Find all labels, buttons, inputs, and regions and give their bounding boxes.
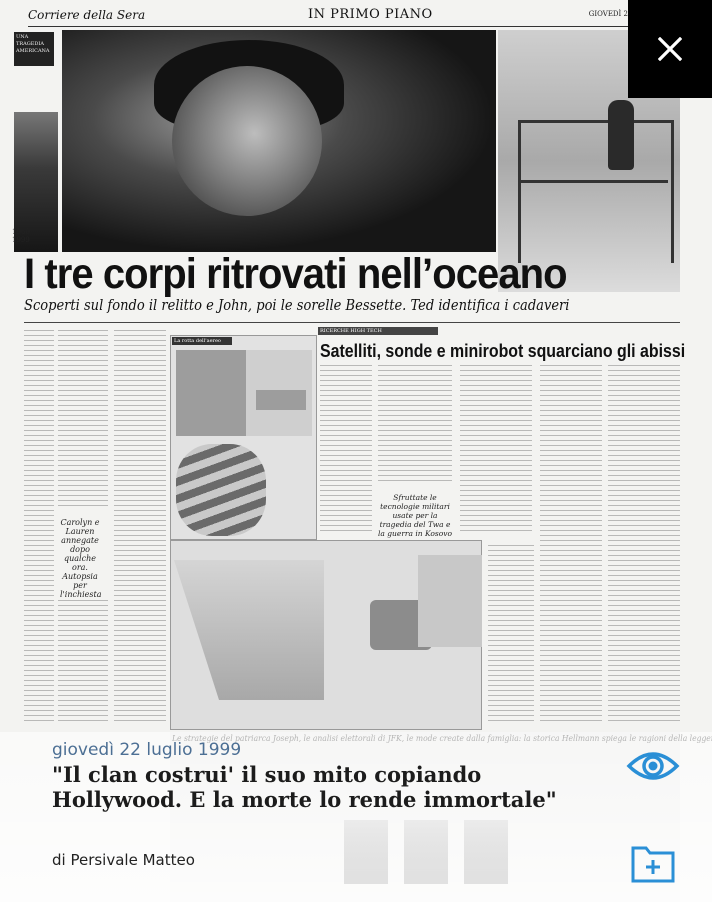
birth-year: 1960 — [12, 228, 30, 236]
section-title: IN PRIMO PIANO — [308, 7, 433, 22]
close-button[interactable] — [628, 0, 712, 98]
text-column — [24, 330, 54, 725]
text-column — [460, 365, 532, 535]
main-photo — [62, 30, 496, 252]
map-island — [256, 390, 306, 410]
strip-label: UNA TRAGEDIA AMERICANA — [14, 32, 54, 66]
article-author: di Persivale Matteo — [52, 851, 195, 869]
photo-face-shape — [172, 66, 322, 216]
header-divider — [24, 322, 680, 323]
route-map — [176, 350, 312, 436]
boat-frame-shape — [518, 120, 674, 263]
text-column — [540, 365, 602, 725]
newspaper-header — [28, 6, 678, 27]
text-column — [58, 330, 108, 510]
page-date: GIOVEDÌ 2 — [588, 10, 628, 18]
text-column — [58, 600, 108, 725]
boat-rail-shape — [518, 180, 668, 183]
text-column — [114, 330, 166, 725]
text-column — [320, 365, 372, 535]
eye-icon — [626, 746, 680, 786]
newspaper-name: Corriere della Sera — [28, 8, 146, 22]
left-strip — [10, 30, 58, 250]
inset-map — [418, 555, 482, 647]
text-column — [488, 545, 534, 725]
newspaper-subheadline: Scoperti sul fondo il relitto e John, poi le sorelle Bessette. Ted identifica i cadaveri — [24, 298, 570, 314]
view-button[interactable] — [626, 746, 680, 786]
map-land — [176, 350, 246, 436]
infographic-title: La rotta dell'aereo — [172, 337, 232, 345]
article-title[interactable]: "Il clan costrui' il suo mito copiando Hollywood. E la morte lo rende immortale" — [52, 762, 557, 812]
descent-spiral-graphic — [176, 444, 266, 536]
article-date: giovedì 22 luglio 1999 — [52, 740, 242, 760]
diver-figure-shape — [608, 100, 634, 170]
death-year: 1999 — [12, 236, 30, 244]
tech-headline: Satelliti, sonde e minirobot squarciano gli abissi — [320, 340, 686, 361]
mid-quote: Sfruttate le tecnologie militari usate per la tragedia del Twa e la guerra in Kosovo — [378, 493, 452, 538]
tech-section-label: RICERCHE HIGH TECH — [318, 327, 438, 335]
text-column — [378, 365, 452, 485]
pull-quote: Carolyn e Lauren annegate dopo qualche ora. Autopsia per l'inchiesta — [60, 518, 102, 599]
years-label — [12, 228, 30, 244]
save-to-folder-button[interactable] — [630, 842, 676, 884]
close-icon — [658, 37, 682, 61]
text-column — [608, 365, 680, 725]
newspaper-headline: I tre corpi ritrovati nell’oceano — [24, 250, 567, 298]
folder-add-icon — [630, 842, 676, 884]
